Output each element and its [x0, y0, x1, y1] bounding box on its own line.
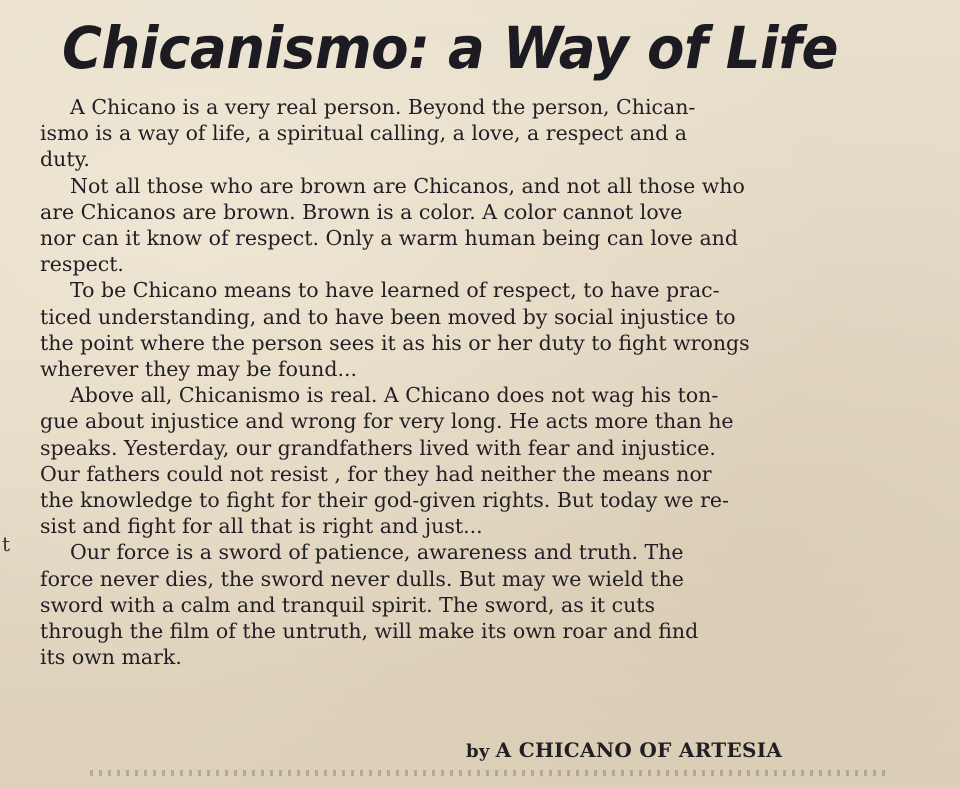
- paragraph-4: Above all, Chicanismo is real. A Chicano does not wag his ton- gue about injustice and wrong for very long. He acts more than he speaks. Yesterday, our grandfathers lived with fear and injustice. Our fathers could not resist , for they had neither the means nor the knowledge to fight for their god-given rights. But today we re- sist and fight for all that is right and just...: [40, 383, 734, 539]
- byline-author: A CHICANO OF ARTESIA: [495, 738, 783, 762]
- article-body: [40, 94, 916, 670]
- margin-fragment: t: [2, 532, 11, 556]
- article-title: Chicanismo: a Way of Life: [62, 14, 838, 82]
- byline: [466, 738, 782, 762]
- paragraph-2: Not all those who are brown are Chicanos, and not all those who are Chicanos are brown. Brown is a color. A color cannot love nor can it know of respect. Only a warm human being can love and respect.: [40, 173, 745, 277]
- paragraph-1: A Chicano is a very real person. Beyond the person, Chican- ismo is a way of life, a spiritual calling, a love, a respect and a duty.: [40, 95, 696, 172]
- byline-prefix: by: [466, 741, 490, 762]
- paragraph-5: Our force is a sword of patience, awareness and truth. The force never dies, the sword never dulls. But may we wield the sword with a calm and tranquil spirit. The sword, as it cuts through the film of the untruth, will make its own roar and find its own mark.: [40, 540, 699, 670]
- cut-off-text-strip: [90, 770, 890, 776]
- paragraph-3: To be Chicano means to have learned of respect, to have prac- ticed understanding, and to have been moved by social injustice to the point where the person sees it as his or her duty to fight wrongs wherever they may be found...: [40, 278, 750, 382]
